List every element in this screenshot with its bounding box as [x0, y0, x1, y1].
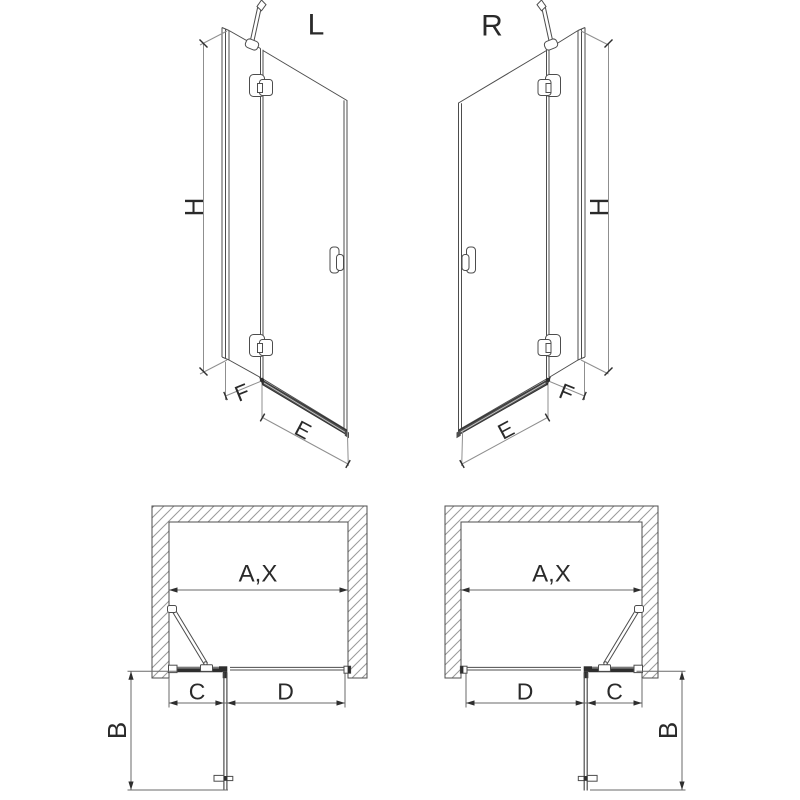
threshold-end-cap-dark	[348, 666, 351, 673]
height-dimension	[581, 31, 614, 376]
arrowhead	[169, 700, 178, 705]
arrowhead	[634, 700, 643, 705]
fixed-width-dim-label: F	[555, 378, 578, 407]
support-bar-tip	[257, 0, 266, 11]
variant-label-left: L	[307, 8, 325, 42]
support-bar-tip	[537, 0, 546, 11]
arrowhead	[340, 587, 349, 592]
support-bar-bracket	[244, 38, 259, 51]
threshold-end-cap-dark	[460, 666, 463, 673]
pivot-point-marker	[260, 378, 264, 382]
support-bar	[537, 0, 559, 51]
brace-shoe	[599, 665, 611, 672]
support-brace	[168, 606, 208, 666]
arrowhead	[634, 587, 643, 592]
open-door-plan	[214, 673, 233, 791]
front-right-view	[457, 0, 615, 468]
arrowhead	[466, 700, 475, 705]
c-d-dimensions	[169, 674, 345, 708]
support-bar	[244, 0, 266, 51]
arrowhead	[461, 587, 470, 592]
c-dim-label: C	[606, 678, 623, 705]
fixed-panel-plan	[584, 665, 643, 678]
height-dim-label: H	[584, 197, 614, 217]
open-door-plan	[578, 673, 597, 791]
wall-mount-profile	[578, 28, 585, 361]
b-dim-label: B	[653, 721, 683, 740]
arrowhead	[679, 782, 684, 791]
arrowhead	[337, 700, 346, 705]
b-dim-label: B	[102, 721, 132, 740]
arrowhead	[128, 782, 133, 791]
c-dim-label: C	[188, 678, 206, 705]
hinge-hardware	[584, 666, 592, 672]
arrowhead	[215, 700, 224, 705]
plan-left-view	[102, 506, 367, 791]
b-dimension	[590, 671, 686, 790]
front-left-view	[179, 0, 350, 468]
door-glass-panel	[263, 51, 347, 431]
fixed-width-dimension	[224, 362, 264, 420]
brace-wall-fitting	[168, 606, 177, 613]
support-brace	[604, 606, 644, 666]
wall-mount-profile	[222, 28, 229, 361]
arrowhead	[679, 671, 684, 680]
door-glass-panel	[459, 51, 547, 431]
door-handle-plan	[578, 775, 597, 781]
variant-label-right: R	[481, 9, 503, 43]
fixed-width-dim-label: F	[231, 378, 253, 407]
arrowhead	[576, 700, 585, 705]
brace-shoe	[201, 665, 213, 672]
opening-dim-label: A,X	[238, 560, 278, 588]
fixed-panel-plan	[169, 665, 228, 678]
d-dim-label: D	[516, 678, 534, 705]
d-dim-label: D	[277, 678, 294, 705]
pivot-point-marker	[546, 378, 550, 382]
fixed-width-dimension	[546, 362, 586, 420]
door-handle-plan	[214, 775, 233, 781]
hatched-wall	[152, 506, 367, 678]
door-width-dim-label: E	[290, 415, 316, 445]
arrowhead	[128, 671, 133, 680]
arrowhead	[587, 700, 596, 705]
hatched-wall	[445, 506, 658, 678]
brace-wall-fitting	[635, 606, 644, 613]
arrowhead	[169, 587, 178, 592]
support-bar-bracket	[543, 38, 558, 51]
opening-width-dimension	[461, 561, 642, 593]
threshold-profile	[230, 666, 351, 673]
arrowhead	[227, 700, 236, 705]
height-dimension	[179, 31, 227, 376]
threshold-profile	[460, 666, 581, 673]
c-d-dimensions	[466, 674, 642, 708]
height-dim-label: H	[179, 197, 209, 217]
door-width-dim-label: E	[493, 415, 519, 445]
plan-right-view	[445, 506, 686, 791]
hinge-hardware	[219, 666, 227, 672]
opening-width-dimension	[169, 561, 348, 593]
opening-dim-label: A,X	[532, 560, 571, 588]
b-dimension	[102, 671, 228, 790]
